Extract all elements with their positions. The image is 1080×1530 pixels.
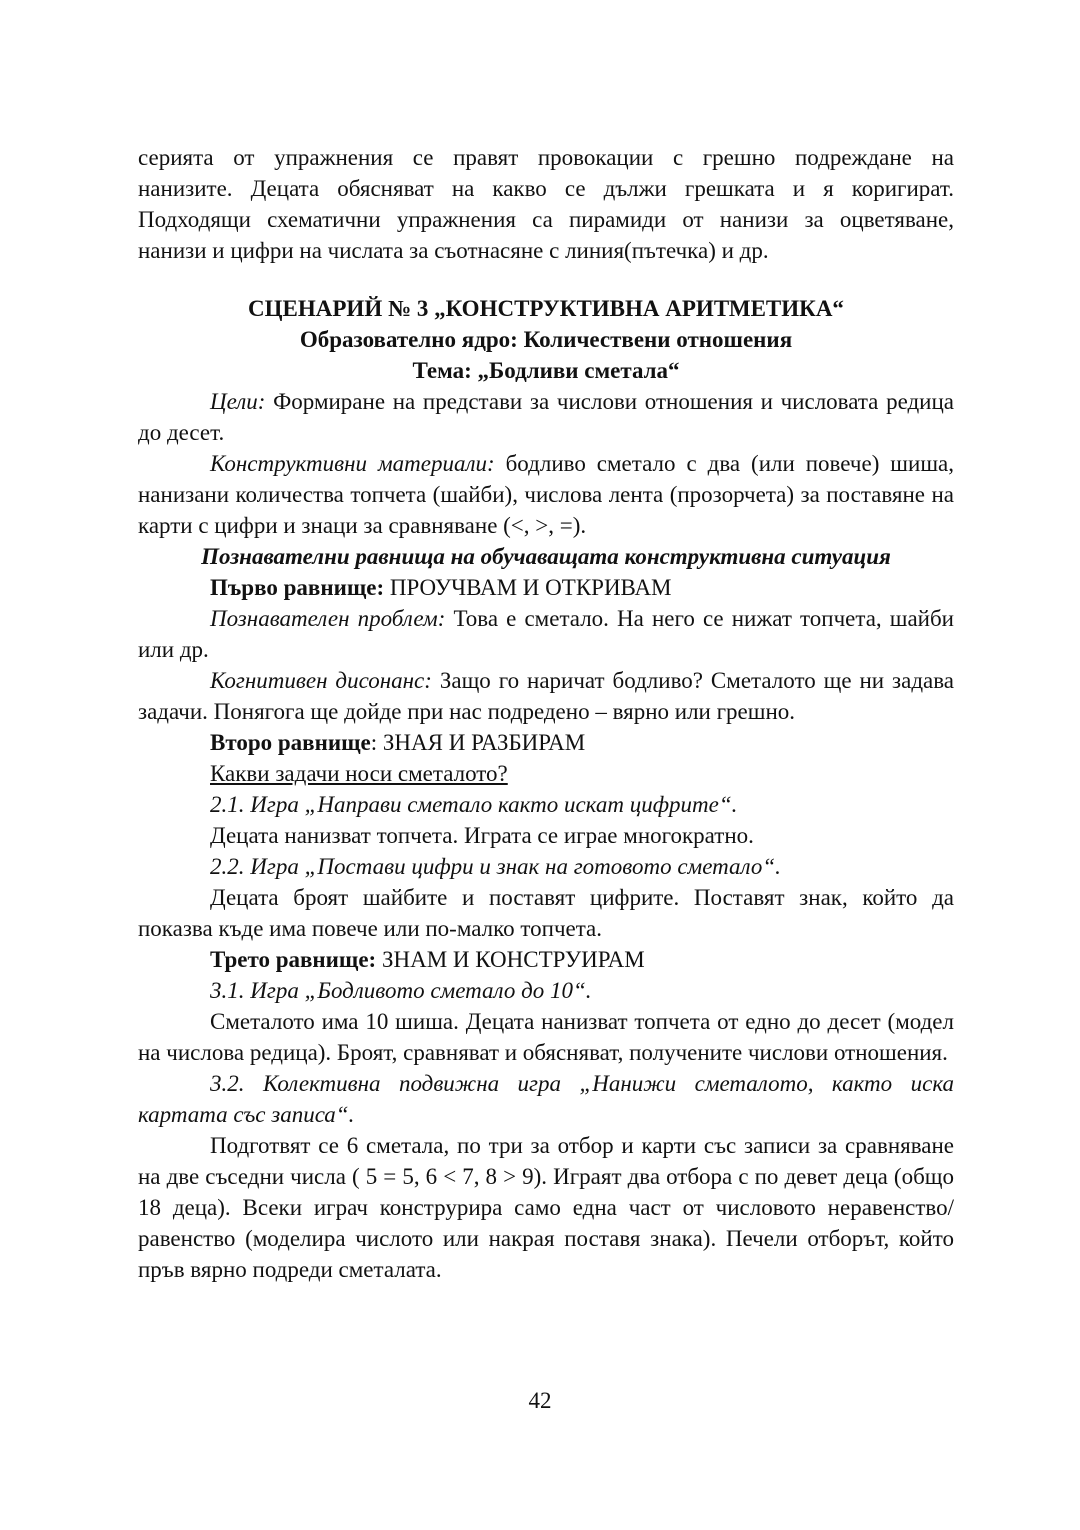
materials-text: бодливо сметало с два (или повече) шиша, нанизани количества топчета (шайби), числова лента (прозорчета) за поставяне на карти с цифри и знаци за сравняване (<, >, =). xyxy=(138,451,954,538)
game-3-1-title: 3.1. Игра „Бодливото сметало до 10“. xyxy=(210,978,592,1003)
game-3-2-text: Подготвят се 6 сметала, по три за отбор и карти със записи за сравняване на две съседни числа ( 5 = 5, 6 < 7, 8 > 9). Играят два отбора с по девет деца (общо 18 деца). Всеки играч конструрира само една част от числовото неравенство/равенство (моделира числото или накрая поставя знака). Печели отборът, който пръв вярно подреди сметалата. xyxy=(138,1133,954,1282)
game-2-1-title: 2.1. Игра „Направи сметало както искат цифрите“. xyxy=(210,792,738,817)
problem-label: Познавателен проблем: xyxy=(210,606,446,631)
level3-label: Трето равнище: xyxy=(210,947,377,972)
educational-core: Образователно ядро: Количествени отношения xyxy=(299,327,793,352)
level1-heading xyxy=(138,572,954,603)
game-2-2-text: Децата броят шайбите и поставят цифрите. Поставят знак, който да показва къде има повече или по-малко топчета. xyxy=(138,885,954,941)
level2-label: Второ равнище xyxy=(210,730,371,755)
level2-heading xyxy=(138,727,954,758)
dissonance-paragraph xyxy=(138,665,954,727)
dissonance-label: Когнитивен дисонанс: xyxy=(210,668,432,693)
level3-title: ЗНАМ И КОНСТРУИРАМ xyxy=(381,947,645,972)
page-number: 42 xyxy=(528,1388,552,1413)
materials-paragraph xyxy=(138,448,954,541)
materials-label: Конструктивни материали: xyxy=(210,451,495,476)
level2-title: : ЗНАЯ И РАЗБИРАМ xyxy=(370,730,586,755)
goals-label: Цели: xyxy=(210,389,266,414)
levels-heading: Познавателни равнища на обучаващата конструктивна ситуация xyxy=(201,544,891,569)
theme-title: Тема: „Бодливи сметала“ xyxy=(412,358,680,383)
intro-line: нанизите. Децата обясняват на какво се дължи грешката и я коригират. xyxy=(138,176,954,201)
page-body xyxy=(138,142,954,1285)
game-2-1-text: Децата нанизват топчета. Играта се играе многократно. xyxy=(210,823,754,848)
level1-label: Първо равнище: xyxy=(210,575,385,600)
scenario-title: СЦЕНАРИЙ № 3 „КОНСТРУКТИВНА АРИТМЕТИКА“ xyxy=(248,296,844,321)
game-2-2-title: 2.2. Игра „Постави цифри и знак на готовото сметало“. xyxy=(210,854,781,879)
goals-paragraph xyxy=(138,386,954,448)
level1-title: ПРОУЧВАМ И ОТКРИВАМ xyxy=(389,575,672,600)
dissonance-text: Защо го наричат бодливо? Сметалото ще ни задава задачи. Понягога ще дойде при нас подредено – вярно или грешно. xyxy=(138,668,955,724)
intro-line: Подходящи схематични упражнения са пирамиди от нанизи за оцветяване, xyxy=(138,207,954,232)
problem-text: Това е сметало. На него се нижат топчета, шайби или др. xyxy=(138,606,954,662)
game-3-1-text: Сметалото има 10 шиша. Децата нанизват топчета от едно до десет (модел на числова редица). Броят, сравняват и обясняват, получените числови отношения. xyxy=(138,1009,954,1065)
goals-text: Формиране на представи за числови отношения и числовата редица до десет. xyxy=(138,389,955,445)
intro-line: нанизи и цифри на числата за съотнасяне с линия(пътечка) и др. xyxy=(138,238,769,263)
level2-question: Какви задачи носи сметалото? xyxy=(210,761,508,786)
intro-line: серията от упражнения се правят провокации с грешно подреждане на xyxy=(138,145,954,170)
problem-paragraph xyxy=(138,603,954,665)
game-3-2-title: 3.2. Колективна подвижна игра „Нанижи сметалото, както иска картата със записа“. xyxy=(138,1071,954,1127)
level3-heading xyxy=(138,944,954,975)
